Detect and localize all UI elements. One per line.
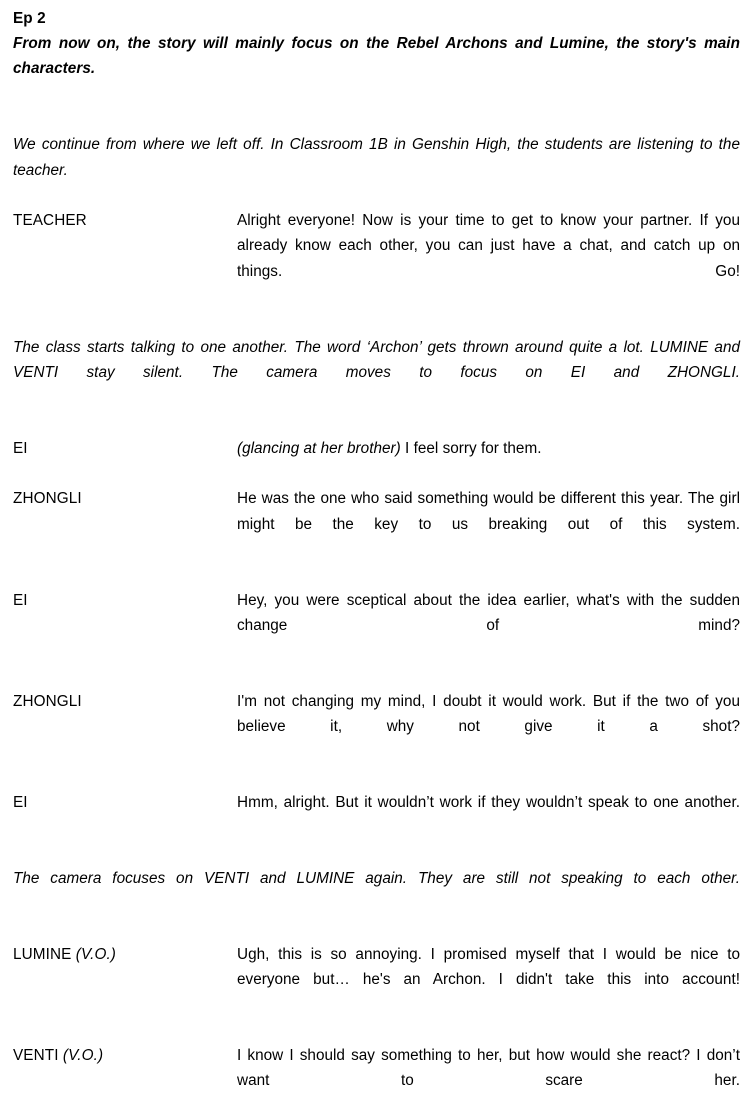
dialogue-block	[13, 1043, 740, 1119]
spacer	[13, 310, 740, 335]
spacer	[13, 107, 740, 132]
voice-over-tag: (V.O.)	[75, 945, 117, 963]
spacer	[13, 461, 740, 486]
dialogue-text: Alright everyone! Now is your time to get to know your partner. If you already know each other, you can just have a chat, and catch up on things. Go!	[237, 212, 740, 280]
action-line-2: The camera focuses on VENTI and LUMINE again. They are still not speaking to each other.	[13, 869, 740, 887]
spacer	[13, 183, 740, 208]
spacer	[13, 411, 740, 436]
character-name-text: TEACHER	[13, 212, 87, 230]
character-name	[13, 689, 237, 714]
dialogue-line	[237, 588, 740, 664]
intro-note: From now on, the story will mainly focus on the Rebel Archons and Lumine, the story's main characters.	[13, 35, 740, 78]
dialogue-block	[13, 588, 740, 664]
voice-over-tag: (V.O.)	[62, 1046, 104, 1064]
dialogue-text: I feel sorry for them.	[400, 439, 542, 457]
character-name-text: LUMINE	[13, 945, 76, 963]
dialogue-line	[237, 942, 740, 1018]
dialogue-line	[237, 436, 740, 461]
dialogue-text: I know I should say something to her, but how would she react? I don’t want to scare her.	[237, 1046, 740, 1090]
character-name	[13, 436, 237, 461]
dialogue-block	[13, 942, 740, 1018]
dialogue-block	[13, 486, 740, 562]
dialogue-block	[13, 208, 740, 310]
parenthetical: (glancing at her brother)	[237, 439, 401, 457]
dialogue-text: Hmm, alright. But it wouldn’t work if they wouldn’t speak to one another.	[237, 793, 740, 811]
spacer	[13, 841, 740, 866]
spacer	[13, 664, 740, 689]
character-name-text: ZHONGLI	[13, 692, 82, 710]
dialogue-text: Ugh, this is so annoying. I promised myself that I would be nice to everyone but… he's an Archon. I didn't take this into account!	[237, 945, 740, 988]
dialogue-line	[237, 486, 740, 562]
character-name-text: EI	[13, 591, 28, 609]
dialogue-block	[13, 790, 740, 841]
spacer	[13, 917, 740, 942]
dialogue-text: I'm not changing my mind, I doubt it would work. But if the two of you believe it, why not give it a shot?	[237, 692, 740, 736]
dialogue-line	[237, 1043, 740, 1119]
document-body	[13, 6, 740, 1119]
action-line-1: The class starts talking to one another. The word ‘Archon’ gets thrown around quite a lot. LUMINE and VENTI stay silent. The camera moves to focus on EI and ZHONGLI.	[13, 338, 740, 382]
dialogue-text: He was the one who said something would be different this year. The girl might be the key to us breaking out of this system.	[237, 490, 740, 533]
dialogue-text: Hey, you were sceptical about the idea earlier, what's with the sudden change of mind?	[237, 591, 740, 634]
character-name-text: EI	[13, 793, 28, 811]
character-name	[13, 208, 237, 233]
episode-heading: Ep 2	[13, 10, 46, 27]
dialogue-block	[13, 436, 740, 461]
character-name-text: VENTI	[13, 1046, 63, 1064]
character-name-text: ZHONGLI	[13, 490, 82, 508]
character-name	[13, 790, 237, 815]
dialogue-line	[237, 790, 740, 841]
character-name	[13, 1043, 237, 1068]
spacer	[13, 1018, 740, 1043]
scene-setup: We continue from where we left off. In Classroom 1B in Genshin High, the students are listening to the teacher.	[13, 136, 740, 179]
spacer	[13, 765, 740, 790]
dialogue-line	[237, 208, 740, 310]
character-name	[13, 588, 237, 613]
spacer	[13, 563, 740, 588]
character-name	[13, 486, 237, 511]
dialogue-block	[13, 689, 740, 765]
character-name-text: EI	[13, 439, 28, 457]
character-name	[13, 942, 237, 967]
dialogue-line	[237, 689, 740, 765]
